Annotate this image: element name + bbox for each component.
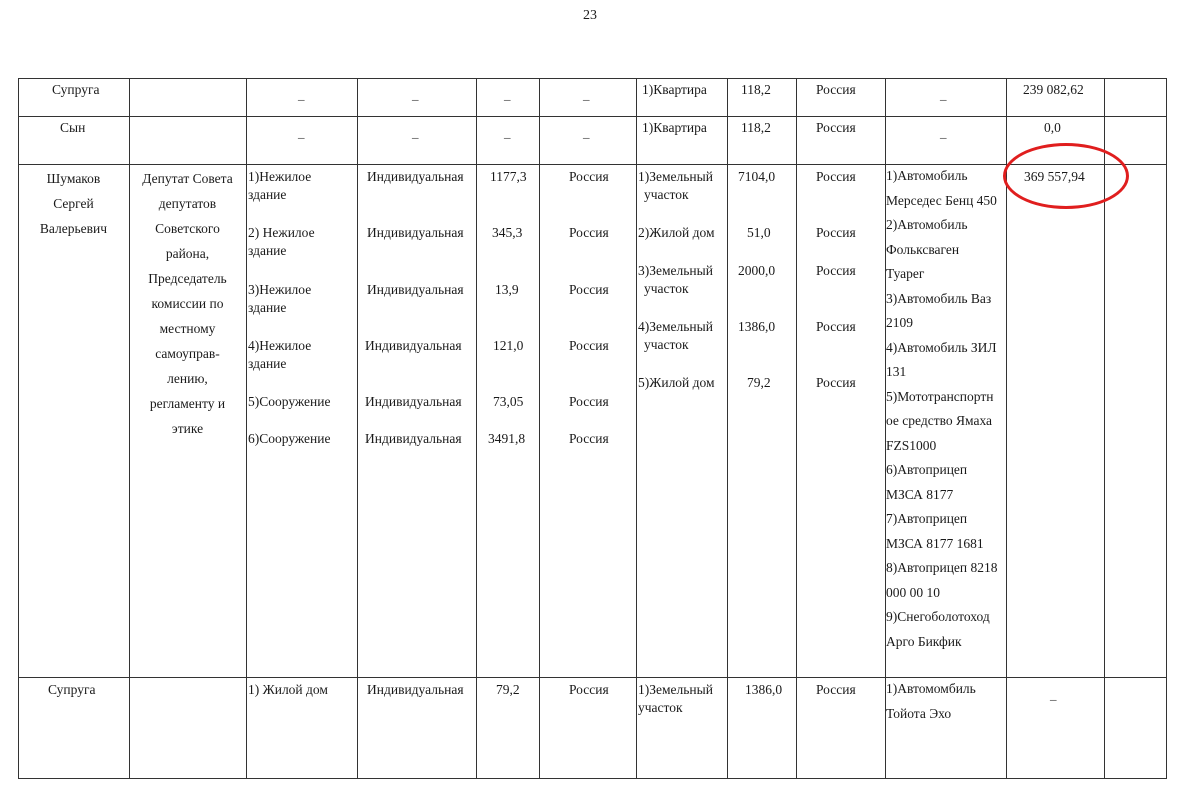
row3-position: Депутат Совета депутатов Советского района, Председатель комиссии по местному самоуправ- лению, регламенту и этике bbox=[142, 171, 233, 436]
owned-item-country: Россия bbox=[569, 282, 609, 297]
owned-item-type: 5)Сооружение bbox=[248, 394, 331, 409]
column-divider bbox=[636, 78, 637, 779]
table-border-bottom bbox=[18, 778, 1166, 779]
owned-item-ownership: Индивидуальная bbox=[367, 282, 464, 297]
row1-owned-type-dash: _ bbox=[298, 87, 305, 102]
owned-item-type: 6)Сооружение bbox=[248, 431, 331, 446]
row4-use-country: Россия bbox=[816, 682, 856, 697]
row4-use-type: 1)Земельный участок bbox=[638, 682, 713, 715]
owned-item-area: 1177,3 bbox=[490, 169, 527, 184]
row4-owned-area: 79,2 bbox=[496, 682, 520, 697]
owned-item-type: 2) Нежилое здание bbox=[248, 225, 315, 258]
row1-owned-country-dash: _ bbox=[583, 87, 590, 102]
used-item-area: 2000,0 bbox=[738, 263, 776, 278]
owned-item-country: Россия bbox=[569, 225, 609, 240]
row4-owned-country: Россия bbox=[569, 682, 609, 697]
row4-vehicles: 1)Автомомбиль Тойота Эхо bbox=[886, 681, 976, 721]
used-item-country: Россия bbox=[816, 263, 856, 278]
row2-owned-area-dash: _ bbox=[504, 125, 511, 140]
row2-owned-type-dash: _ bbox=[298, 125, 305, 140]
row2-use-country: Россия bbox=[816, 120, 856, 135]
used-item-area: 51,0 bbox=[747, 225, 771, 240]
row2-owned-country-dash: _ bbox=[583, 125, 590, 140]
owned-item-ownership: Индивидуальная bbox=[367, 225, 464, 240]
row2-relation: Сын bbox=[60, 120, 86, 135]
used-item-type: 4)Земельный участок bbox=[638, 319, 713, 352]
row1-use-type: 1)Квартира bbox=[642, 82, 707, 97]
row1-income: 239 082,62 bbox=[1023, 82, 1084, 97]
used-item-area: 7104,0 bbox=[738, 169, 776, 184]
owned-item-ownership: Индивидуальная bbox=[365, 338, 462, 353]
row-divider bbox=[18, 116, 1166, 117]
owned-item-ownership: Индивидуальная bbox=[365, 394, 462, 409]
column-divider bbox=[727, 78, 728, 779]
used-item-type: 3)Земельный участок bbox=[638, 263, 713, 296]
row-divider bbox=[18, 677, 1166, 678]
column-divider bbox=[796, 78, 797, 779]
column-divider bbox=[357, 78, 358, 779]
row3-income: 369 557,94 bbox=[1024, 169, 1085, 184]
row1-ownership-dash: _ bbox=[412, 87, 419, 102]
used-item-type: 1)Земельный участок bbox=[638, 169, 713, 202]
owned-item-type: 4)Нежилое здание bbox=[248, 338, 312, 371]
column-divider bbox=[539, 78, 540, 779]
table-border-top bbox=[18, 78, 1166, 79]
owned-item-area: 121,0 bbox=[493, 338, 524, 353]
column-divider bbox=[1166, 78, 1167, 779]
column-divider bbox=[476, 78, 477, 779]
row2-use-area: 118,2 bbox=[741, 120, 771, 135]
row1-owned-area-dash: _ bbox=[504, 87, 511, 102]
column-divider bbox=[246, 78, 247, 779]
row4-use-area: 1386,0 bbox=[745, 682, 783, 697]
row3-name: Шумаков Сергей Валерьевич bbox=[39, 171, 108, 236]
page-number: 23 bbox=[583, 8, 597, 23]
owned-item-country: Россия bbox=[569, 431, 609, 446]
used-item-country: Россия bbox=[816, 225, 856, 240]
row2-use-type: 1)Квартира bbox=[642, 120, 707, 135]
row4-relation: Супруга bbox=[48, 682, 96, 697]
used-item-country: Россия bbox=[816, 375, 856, 390]
used-item-type: 2)Жилой дом bbox=[638, 225, 715, 240]
row2-income: 0,0 bbox=[1044, 120, 1061, 135]
used-item-country: Россия bbox=[816, 169, 856, 184]
owned-item-country: Россия bbox=[569, 338, 609, 353]
row2-vehicles-dash: _ bbox=[940, 125, 947, 140]
row4-owned-type: 1) Жилой дом bbox=[248, 682, 328, 697]
owned-item-area: 345,3 bbox=[492, 225, 523, 240]
row1-vehicles-dash: _ bbox=[940, 87, 947, 102]
owned-item-area: 13,9 bbox=[495, 282, 519, 297]
row3-vehicles: 1)Автомобиль Мерседес Бенц 450 2)Автомобиль Фольксваген Туарег 3)Автомобиль Ваз 2109 4)Автомобиль ЗИЛ 131 5)Мототранспортн ое средство Ямаха FZS1000 6)Автоприцеп МЗСА 8177 7)Автоприцеп МЗСА 8177 1681 8)Автоприцеп 8218 000 00 10 9)Снегоболотоход Арго Бикфик bbox=[886, 168, 998, 649]
owned-item-country: Россия bbox=[569, 169, 609, 184]
row2-ownership-dash: _ bbox=[412, 125, 419, 140]
owned-item-type: 1)Нежилое здание bbox=[248, 169, 312, 202]
highlight-circle bbox=[1003, 143, 1129, 209]
owned-item-country: Россия bbox=[569, 394, 609, 409]
row1-relation: Супруга bbox=[52, 82, 100, 97]
row1-use-country: Россия bbox=[816, 82, 856, 97]
owned-item-ownership: Индивидуальная bbox=[365, 431, 462, 446]
used-item-type: 5)Жилой дом bbox=[638, 375, 715, 390]
owned-item-type: 3)Нежилое здание bbox=[248, 282, 312, 315]
used-item-area: 1386,0 bbox=[738, 319, 776, 334]
owned-item-ownership: Индивидуальная bbox=[367, 169, 464, 184]
owned-item-area: 73,05 bbox=[493, 394, 524, 409]
row4-owned-ownership: Индивидуальная bbox=[367, 682, 464, 697]
row1-use-area: 118,2 bbox=[741, 82, 771, 97]
row4-income-dash: _ bbox=[1050, 687, 1057, 702]
used-item-area: 79,2 bbox=[747, 375, 771, 390]
owned-item-area: 3491,8 bbox=[488, 431, 526, 446]
used-item-country: Россия bbox=[816, 319, 856, 334]
